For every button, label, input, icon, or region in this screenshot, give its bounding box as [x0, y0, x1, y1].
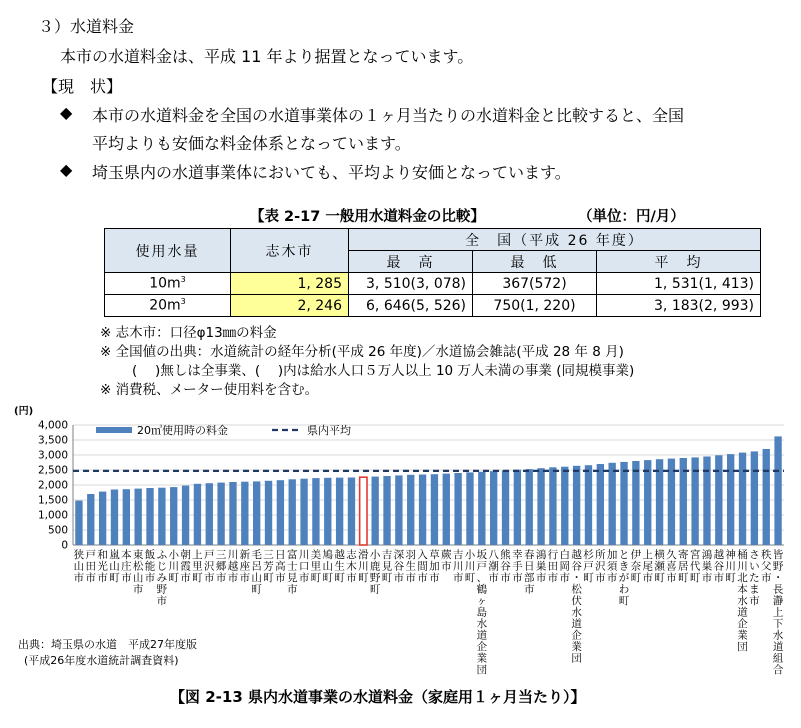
header-usage: 使用水量 [105, 229, 231, 273]
x-tick-label: 宮代町 [689, 549, 701, 584]
bar [526, 469, 533, 545]
bar [336, 478, 343, 545]
bar [727, 454, 734, 545]
x-tick-label: さいたま市 [749, 549, 760, 607]
x-tick-label: 小川町 [168, 549, 179, 584]
section-title: ３）水道料金 [38, 17, 135, 36]
avg-cell: 3, 183(2, 993) [597, 295, 761, 317]
bar [585, 465, 592, 545]
y-tick-label: 2,500 [37, 464, 68, 477]
x-tick-label: 杉戸町 [583, 549, 594, 584]
bar [253, 481, 260, 545]
bar [229, 482, 236, 545]
bar [490, 471, 497, 545]
x-tick-label: 越谷・松伏水道企業団 [571, 549, 582, 665]
x-tick-label: 蕨市 [441, 549, 452, 573]
shiki-cell: 2, 246 [231, 295, 349, 317]
x-tick-label: 秩父市 [760, 549, 772, 584]
x-tick-label: 嵐山町 [109, 549, 120, 584]
bar [372, 477, 379, 545]
x-tick-label: 上里町 [192, 549, 203, 584]
bar [158, 488, 165, 545]
x-tick-label: 本庄市 [121, 549, 132, 584]
x-tick-label: 吉見町 [381, 549, 393, 584]
x-tick-label: 越谷市 [713, 549, 725, 584]
x-tick-label: 飯能市 [144, 549, 156, 584]
bar [751, 451, 758, 545]
x-tick-label: 和光市 [97, 549, 108, 584]
source-line-1: 出典：埼玉県の水道 平成27年度版 [18, 638, 197, 651]
bar [217, 483, 224, 545]
legend-bar-label: 20㎥使用時の料金 [137, 424, 228, 437]
bar [324, 478, 331, 545]
x-tick-label: 鴻巣市 [535, 549, 547, 584]
table-row [105, 295, 761, 317]
x-tick-label: 春日部市 [523, 549, 535, 596]
x-tick-label: 川越市 [227, 549, 239, 584]
y-tick-label: 1,500 [37, 494, 68, 507]
min-cell: 750(1, 220) [473, 295, 597, 317]
max-cell: 6, 646(5, 526) [349, 295, 473, 317]
note-2: ※ 全国値の出典：水道統計の経年分析(平成 26 年度)／水道協会雑誌(平成 28 年 8 月) [100, 344, 624, 360]
y-tick-label: 4,000 [37, 419, 68, 432]
x-tick-label: 新座市 [239, 549, 251, 584]
bar [289, 479, 296, 545]
y-tick-label: 0 [61, 539, 68, 552]
bullet-mark: ◆ [60, 103, 73, 122]
x-tick-label: 幸手市 [512, 549, 523, 584]
bar [383, 476, 390, 545]
bar [466, 472, 473, 545]
note-3: ( )無しは全事業、( )内は給水人口５万人以上 10 万人未満の事業 (同規模事業) [132, 363, 635, 379]
y-tick-label: 2,000 [37, 479, 68, 492]
figure-caption: 【図 2-13 県内水道事業の水道料金（家庭用１ヶ月当たり）】 [170, 688, 586, 706]
comparison-table [104, 228, 761, 317]
x-tick-label: 志木市 [346, 549, 357, 584]
bar [597, 464, 604, 545]
bullet-2-line-1: 埼玉県内の水道事業体においても、平均より安価となっています。 [92, 163, 571, 182]
bar [478, 472, 485, 545]
table-row [105, 273, 761, 295]
bar [87, 494, 94, 545]
bar [182, 486, 189, 545]
x-tick-label: 白岡市 [559, 549, 571, 584]
bar [300, 479, 307, 545]
bar [431, 474, 438, 545]
x-tick-label: 深谷市 [393, 549, 405, 584]
bar [277, 480, 284, 545]
x-tick-label: 越生町 [334, 549, 345, 584]
x-tick-label: 狭山市 [73, 549, 85, 584]
y-axis-label: (円) [14, 406, 34, 417]
bar [135, 489, 142, 545]
x-tick-label: 毛呂山町 [251, 549, 262, 596]
y-tick-label: 500 [47, 524, 68, 537]
bar [419, 475, 426, 546]
bar [739, 453, 746, 545]
x-tick-label: 寄居町 [678, 549, 689, 584]
bullet-mark: ◆ [60, 160, 73, 179]
header-min: 最 低 [473, 251, 597, 273]
x-tick-label: 小川町 [464, 549, 476, 584]
bar [609, 463, 616, 545]
bar [111, 490, 118, 546]
bullet-1-line-1: 本市の水道料金を全国の水道事業体の１ヶ月当たりの水道料金と比較すると、全国 [92, 106, 685, 125]
bar [703, 457, 710, 546]
note-4: ※ 消費税、メーター使用料を含む。 [100, 382, 319, 398]
y-tick-label: 3,000 [37, 449, 68, 462]
legend-bar-swatch [96, 427, 132, 433]
x-tick-label: 小鹿野町 [369, 549, 381, 596]
bar [561, 467, 568, 545]
bar [75, 501, 82, 545]
bar [348, 478, 355, 546]
x-tick-label: 戸田市 [85, 549, 97, 584]
bar [502, 471, 509, 545]
bar [407, 475, 414, 545]
bar [620, 462, 627, 545]
x-tick-label: 三芳町 [263, 549, 274, 584]
bar [312, 478, 319, 545]
bar [715, 455, 722, 545]
header-shiki: 志木市 [231, 229, 349, 273]
x-tick-label: 所沢市 [595, 549, 606, 584]
y-tick-label: 1,000 [37, 509, 68, 522]
max-cell: 3, 510(3, 078) [349, 273, 473, 295]
table-title: 【表 2-17 一般用水道料金の比較】 [250, 209, 485, 225]
usage-cell: $20m^3$ [105, 295, 231, 317]
x-tick-label: 朝霞市 [180, 549, 191, 584]
bar [514, 470, 521, 545]
x-tick-label: 草加市 [429, 549, 440, 584]
x-tick-label: 神川町 [725, 549, 736, 584]
bar [454, 473, 461, 545]
bar [194, 484, 201, 545]
x-tick-label: 戸沢市 [204, 549, 215, 584]
header-avg: 平 均 [597, 251, 761, 273]
bar [443, 474, 450, 545]
bar [549, 467, 556, 545]
x-tick-label: 伊奈町 [630, 549, 642, 584]
x-tick-label: 熊谷市 [500, 549, 511, 584]
bar [206, 483, 213, 545]
x-tick-label: 桶川北本水道企業団 [737, 549, 748, 653]
x-tick-label: 川口市 [298, 549, 310, 584]
bar [146, 488, 153, 545]
x-tick-label: 横瀬町 [654, 549, 665, 584]
x-tick-label: 鴻巣市 [701, 549, 713, 584]
legend-avg-label: 県内平均 [307, 424, 351, 437]
x-tick-label: ふじみ野市 [156, 549, 168, 607]
x-tick-label: 東松山市 [132, 549, 144, 596]
x-tick-label: 久喜市 [666, 549, 677, 584]
bar [774, 436, 781, 545]
x-tick-label: 行田市 [547, 549, 559, 584]
bar [99, 492, 106, 545]
bar [265, 481, 272, 545]
bar [170, 487, 177, 545]
bar [644, 460, 651, 545]
x-tick-label: 鳩山町 [322, 549, 334, 584]
bar [537, 468, 544, 545]
x-tick-label: 坂戸、鶴ヶ島水道企業団 [476, 549, 488, 676]
x-tick-label: 八潮市 [488, 549, 499, 584]
bar [123, 489, 130, 545]
x-tick-label: 皆野・長瀞上下水道組合 [772, 549, 784, 676]
note-1: ※ 志木市：口径φ13㎜の料金 [100, 325, 277, 341]
x-tick-label: 入間市 [417, 549, 428, 584]
header-national: 全 国（平成 26 年度） [349, 229, 761, 251]
bar [573, 466, 580, 545]
shiki-cell: 1, 285 [231, 273, 349, 295]
table-unit: （単位：円/月） [578, 209, 685, 225]
x-tick-label: 加須市 [606, 549, 618, 584]
x-tick-label: 滑川町 [358, 549, 369, 584]
avg-cell: 1, 531(1, 413) [597, 273, 761, 295]
header-max: 最 高 [349, 251, 473, 273]
x-tick-label: ときがわ町 [618, 549, 630, 607]
bullet-1-line-2: 平均よりも安価な料金体系となっています。 [92, 134, 411, 153]
status-heading: 【現 状】 [42, 77, 123, 96]
x-tick-label: 日高市 [275, 549, 286, 584]
x-tick-label: 羽生市 [405, 549, 416, 584]
x-tick-label: 三郷市 [215, 549, 227, 584]
source-line-2: (平成26年度水道統計調査資料) [24, 654, 179, 667]
usage-cell: $10m^3$ [105, 273, 231, 295]
bar [656, 459, 663, 545]
x-tick-label: 富士見市 [286, 549, 298, 596]
intro-text: 本市の水道料金は、平成 11 年より据置となっています。 [60, 47, 474, 66]
bar [763, 449, 770, 545]
x-tick-label: 美里町 [310, 549, 322, 584]
bar [395, 475, 402, 545]
bar [632, 461, 639, 545]
bar [241, 482, 248, 545]
x-tick-label: 上尾市 [642, 549, 653, 584]
bar [360, 477, 367, 545]
x-tick-label: 吉川市 [452, 549, 464, 584]
y-tick-label: 3,500 [37, 434, 68, 447]
min-cell: 367(572) [473, 273, 597, 295]
